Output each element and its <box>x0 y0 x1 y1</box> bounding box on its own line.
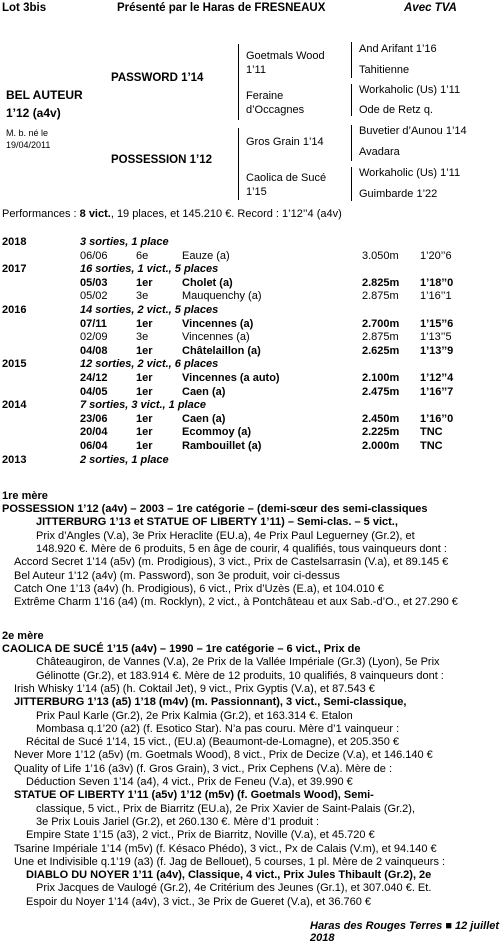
race-race: Vincennes (a auto) <box>182 372 280 384</box>
race-race: Cholet (a) <box>182 276 233 289</box>
mere2-line: Une et Indivisible q.1’19 (a3) (f. Jag de Bellouet), 5 courses, 1 pl. Mère de 2 vainqueurs : <box>14 855 446 868</box>
race-race: Vincennes (a) <box>182 331 250 344</box>
race-time: TNC <box>420 440 443 452</box>
race-date: 20/04 <box>80 426 108 439</box>
gd2-rec: 1’15 <box>246 186 267 198</box>
year-summary: 16 sorties, 1 vict., 5 places <box>80 263 219 276</box>
year-label: 2015 <box>2 358 27 371</box>
gs2: Gros Grain 1’14 <box>246 136 324 148</box>
perf-rest: , 19 places, et 145.210 €. Record : 1’12’’4 (a4v) <box>110 208 342 220</box>
sire: PASSWORD 1’14 <box>111 72 204 84</box>
race-race: Eauze (a) <box>182 249 230 262</box>
race-row <box>0 372 500 384</box>
race-place: 1er <box>136 372 153 384</box>
mere2-line: Prix Paul Karle (Gr.2), 2e Prix Kalmia (Gr.2), et 163.314 €. Etalon <box>36 709 353 722</box>
year-row <box>0 263 500 275</box>
race-date: 24/12 <box>80 372 108 384</box>
mere2-line: Gélinotte (Gr.2), et 183.914 €. Mère de 12 produits, 10 qualifiés, 8 vainqueurs dont : <box>36 669 444 682</box>
race-race: Vincennes (a) <box>182 317 254 330</box>
race-row <box>0 386 500 398</box>
year-label: 2016 <box>2 304 27 316</box>
race-time: 1’12’’4 <box>420 372 454 384</box>
mere2-line: Déduction Seven 1’14 (a4), 4 vict., Prix de Feneu (V.a), et 39.990 € <box>26 776 353 788</box>
mere1-line: Bel Auteur 1’12 (a4v) (m. Password), son 3e produit, voir ci-dessus <box>14 569 340 582</box>
race-date: 06/06 <box>80 249 108 262</box>
gd1-rec: d’Occagnes <box>246 104 305 116</box>
presenter: Présenté par le Haras de FRESNEAUX <box>117 2 326 14</box>
perf-victs: 8 vict. <box>79 208 111 220</box>
mere2-line: Espoir du Noyer 1’14 (a4v), 3 vict., 3e Prix de Gueret (V.a), et 36.760 € <box>26 895 372 908</box>
horse-record: 1’12 (a4v) <box>6 106 61 120</box>
race-time: 1’15’’6 <box>420 317 454 330</box>
year-row <box>0 454 500 466</box>
race-race: Mauquenchy (a) <box>182 290 262 303</box>
race-date: 04/08 <box>80 344 108 357</box>
race-row <box>0 331 500 343</box>
mere2-line: 3e Prix Louis Jariel (Gr.2), et 260.130 €. Mère d’1 produit : <box>36 815 320 828</box>
race-race: Caen (a) <box>182 412 226 425</box>
mere2-line: Quality of Life 1’16 (a3v) (f. Gros Grain), 3 vict., Prix Cephens (V.a). Mère de : <box>14 762 393 775</box>
mere2-line: DIABLO DU NOYER 1’11 (a4v), Classique, 4 vict., Prix Jules Thibault (Gr.2), 2e <box>26 869 432 882</box>
race-time: TNC <box>420 426 443 439</box>
year-summary: 3 sorties, 1 place <box>80 236 169 248</box>
year-label: 2013 <box>2 453 27 466</box>
race-date: 04/05 <box>80 385 108 398</box>
race-race: Châtelaillon (a) <box>182 344 261 357</box>
race-dist: 2.000m <box>362 440 400 452</box>
race-date: 07/11 <box>80 317 107 330</box>
race-place: 1er <box>136 440 153 452</box>
race-dist: 2.625m <box>362 344 400 357</box>
race-dist: 2.225m <box>362 426 400 439</box>
gs1-rec: 1’11 <box>246 64 266 76</box>
race-dist: 2.700m <box>362 317 400 330</box>
race-time: 1’16’’7 <box>420 385 454 398</box>
mere1-line: 148.920 €. Mère de 6 produits, 5 en âge de courir, 4 qualifiés, tous vainqueurs dont : <box>36 542 447 555</box>
mere2-line: JITTERBURG 1’13 (a5) 1’18 (m4v) (m. Passionnant), 3 vict., Semi-classique, <box>14 696 407 709</box>
race-time: 1’16’’0 <box>420 412 454 425</box>
year-summary: 14 sorties, 2 vict., 5 places <box>80 304 219 316</box>
year-summary: 7 sorties, 3 vict., 1 place <box>80 399 206 412</box>
race-date: 06/04 <box>80 440 108 452</box>
horse-birth: 19/04/2011 <box>6 140 51 150</box>
mere2-line: Prix Jacques de Vaulogé (Gr.2), 4e Critérium des Jeunes (Gr.1), et 307.040 €. Et. <box>36 882 432 895</box>
race-time: 1’13’’5 <box>420 331 452 344</box>
vat-note: Avec TVA <box>404 2 457 14</box>
mere2-line: Mombasa q.1’20 (a2) (f. Esotico Star). N’a pas couru. Mère d’1 vainqueur : <box>36 722 400 735</box>
year-row <box>0 236 500 248</box>
mere1-title: 1re mère <box>2 490 48 502</box>
race-place: 1er <box>136 412 153 425</box>
ggg1: And Arifant 1’16 <box>359 43 437 55</box>
race-race: Rambouillet (a) <box>182 440 262 452</box>
race-row <box>0 426 500 438</box>
race-dist: 2.875m <box>362 290 399 303</box>
mere1-line: Prix d’Angles (V.a), 3e Prix Heraclite (EU.a), 4e Prix Paul Leguerney (Gr.2), et <box>36 529 415 542</box>
race-row <box>0 290 500 302</box>
dam: POSSESSION 1’12 <box>111 154 212 166</box>
race-place: 1er <box>136 385 153 398</box>
mere2-line: Châteaugiron, de Vannes (V.a), 2e Prix de la Vallée Impériale (Gr.3) (Lyon), 5e Prix <box>36 656 440 669</box>
mere2-line: classique, 5 vict., Prix de Biarritz (EU.a), 2e Prix Xavier de Saint-Palais (Gr.2), <box>36 802 416 815</box>
mere1-line: JITTERBURG 1’13 et STATUE OF LIBERTY 1’11) – Semi-clas. – 5 vict., <box>36 516 398 529</box>
mere1-line: Accord Secret 1’14 (a5v) (m. Prodigious), 3 vict., Prix de Castelsarrasin (V.a), et 89.145 € <box>14 556 449 569</box>
race-date: 02/09 <box>80 331 108 344</box>
mere2-line: Tsarine Impériale 1’14 (m5v) (f. Késaco Phédo), 3 vict., Px de Calais (V.m), et 94.140 € <box>14 842 437 855</box>
race-place: 1er <box>136 317 153 330</box>
year-row <box>0 358 500 370</box>
ggg7: Workaholic (Us) 1’11 <box>359 167 461 179</box>
race-dist: 2.450m <box>362 412 400 425</box>
year-label: 2017 <box>2 263 27 276</box>
ggg5: Buvetier d’Aunou 1’14 <box>359 125 467 137</box>
year-row <box>0 399 500 411</box>
race-race: Ecommoy (a) <box>182 426 252 439</box>
ggg3: Workaholic (Us) 1’11 <box>359 84 461 96</box>
mere2-title: 2e mère <box>2 630 44 642</box>
performances-line <box>2 208 342 220</box>
mere2-line: STATUE OF LIBERTY 1’11 (a5v) 1’12 (m5v) (f. Goetmals Wood), Semi- <box>14 789 374 802</box>
perf-label: Performances : <box>2 208 80 220</box>
year-summary: 12 sorties, 2 vict., 6 places <box>80 358 219 371</box>
horse-name: BEL AUTEUR <box>6 88 83 102</box>
race-row <box>0 440 500 452</box>
race-race: Caen (a) <box>182 385 226 398</box>
mere2-line: Irish Whisky 1’14 (a5) (h. Coktail Jet), 9 vict., Prix Gyptis (V.a), et 87.543 € <box>14 682 375 695</box>
mere2-line: Empire State 1’15 (a3), 2 vict., Prix de Biarritz, Noville (V.a), et 45.720 € <box>26 829 375 842</box>
race-place: 6e <box>136 249 149 262</box>
lot-number: Lot 3bis <box>2 2 47 14</box>
race-date: 05/02 <box>80 290 108 303</box>
year-label: 2014 <box>2 399 27 412</box>
race-time: 1’16’’1 <box>420 290 452 303</box>
race-place: 3e <box>136 290 149 303</box>
mere2-line: Récital de Sucé 1’14, 15 vict., (EU.a) (Beaumont-de-Lomagne), et 205.350 € <box>26 736 399 749</box>
race-time: 1’13’’9 <box>420 344 454 357</box>
mere1-line: Extrême Charm 1’16 (a4) (m. Rocklyn), 2 vict., à Pontchâteau et aux Sab.-d’O., et 27.290 € <box>14 596 458 609</box>
ggg4: Ode de Retz q. <box>359 104 433 116</box>
year-label: 2018 <box>2 236 27 248</box>
year-summary: 2 sorties, 1 place <box>80 453 169 466</box>
race-place: 3e <box>136 331 149 344</box>
race-date: 23/06 <box>80 412 108 425</box>
race-row <box>0 277 500 289</box>
race-time: 1’18’’0 <box>420 276 454 289</box>
race-place: 1er <box>136 426 153 439</box>
race-dist: 2.825m <box>362 276 400 289</box>
mere2-line: Never More 1’12 (a5v) (m. Goetmals Wood), 8 vict., Prix de Decize (V.a), et 146.140 € <box>14 749 433 762</box>
ggg6: Avadara <box>359 146 400 158</box>
race-place: 1er <box>136 276 153 289</box>
race-dist: 2.875m <box>362 331 399 344</box>
race-dist: 3.050m <box>362 249 399 262</box>
ggg8: Guimbarde 1’22 <box>359 188 438 200</box>
gd1-name: Feraine <box>246 90 284 102</box>
race-time: 1’20’’6 <box>420 249 452 262</box>
horse-desc: M. b. né le <box>6 128 49 138</box>
gd2-name: Caolica de Sucé <box>246 172 327 184</box>
race-row <box>0 345 500 357</box>
race-row <box>0 318 500 330</box>
ggg2: Tahitienne <box>359 64 410 76</box>
race-place: 1er <box>136 344 153 357</box>
mere1-line: POSSESSION 1’12 (a4v) – 2003 – 1re catégorie – (demi-sœur des semi-classiques <box>2 503 428 515</box>
mere1-line: Catch One 1’13 (a4v) (h. Prodigious), 6 vict., Prix d’Uzès (E.a), et 104.010 € <box>14 582 384 595</box>
race-date: 05/03 <box>80 276 108 289</box>
race-dist: 2.100m <box>362 372 400 384</box>
year-row <box>0 304 500 316</box>
gs1-name: Goetmals Wood <box>246 50 325 62</box>
race-row <box>0 250 500 262</box>
race-row <box>0 413 500 425</box>
mere2-line: CAOLICA DE SUCÉ 1’15 (a4v) – 1990 – 1re catégorie – 6 vict., Prix de <box>2 643 361 655</box>
race-dist: 2.475m <box>362 385 400 398</box>
footer: Haras des Rouges Terres ■ 12 juillet 2018 <box>310 920 500 944</box>
